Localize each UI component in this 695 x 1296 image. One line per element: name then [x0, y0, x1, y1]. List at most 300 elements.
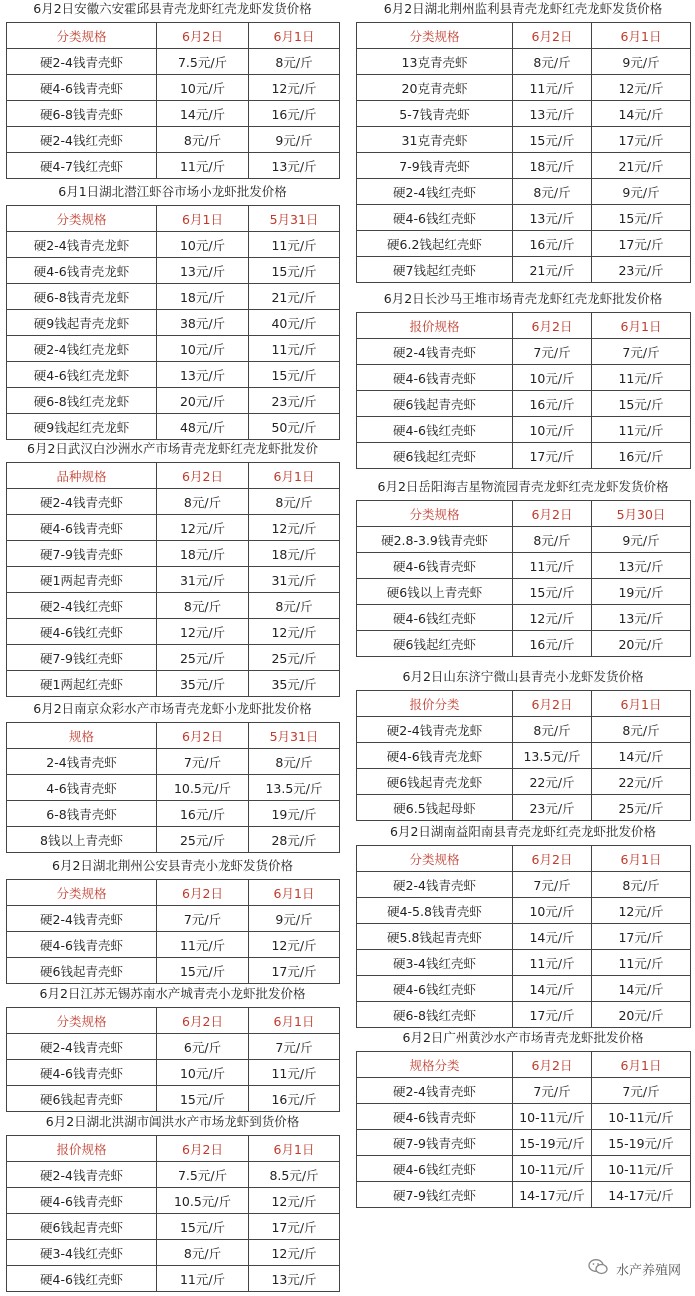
spec-cell: 2-4钱青壳虾 — [7, 749, 157, 775]
price-cell: 7.5元/斤 — [157, 1162, 249, 1188]
price-cell: 10元/斤 — [513, 417, 592, 443]
price-cell: 7元/斤 — [513, 339, 592, 365]
price-cell: 10元/斤 — [157, 232, 249, 258]
table-title: 6月2日江苏无锡苏南水产城青壳小龙虾批发价格 — [39, 986, 306, 1001]
price-cell: 17元/斤 — [249, 1214, 340, 1240]
price-cell: 20元/斤 — [592, 1002, 691, 1028]
table-row — [7, 1086, 340, 1112]
price-cell: 16元/斤 — [592, 443, 691, 469]
price-cell: 10元/斤 — [157, 75, 249, 101]
spec-cell: 硬2-4钱红壳虾 — [357, 179, 513, 205]
price-cell: 16元/斤 — [157, 801, 249, 827]
price-cell: 10.5元/斤 — [157, 775, 249, 801]
table-header-row — [7, 463, 340, 489]
spec-cell: 硬6.5钱起母虾 — [357, 795, 513, 821]
spec-cell: 硬4-6钱青壳虾 — [7, 1060, 157, 1086]
price-cell: 13.5元/斤 — [249, 775, 340, 801]
spec-cell: 硬2-4钱青壳龙虾 — [357, 717, 513, 743]
table-row — [7, 414, 340, 440]
table-row — [357, 553, 691, 579]
table-row — [357, 527, 691, 553]
watermark-text: 水产养殖网 — [615, 1263, 681, 1279]
price-cell: 17元/斤 — [249, 958, 340, 984]
table-row — [357, 769, 691, 795]
price-cell: 16元/斤 — [249, 101, 340, 127]
price-cell: 12元/斤 — [513, 605, 592, 631]
table-row — [7, 127, 340, 153]
table-row — [357, 339, 691, 365]
price-cell: 21元/斤 — [513, 257, 592, 283]
table-title: 6月1日湖北潜江虾谷市场小龙虾批发价格 — [58, 184, 287, 199]
spec-cell: 硬4-6钱红壳虾 — [7, 619, 157, 645]
price-cell: 17元/斤 — [592, 924, 691, 950]
price-cell: 9元/斤 — [592, 49, 691, 75]
price-cell: 11元/斤 — [157, 1266, 249, 1292]
price-table — [6, 205, 340, 440]
spec-cell: 硬4-6钱青壳龙虾 — [357, 743, 513, 769]
header-cell: 6月1日 — [592, 313, 691, 339]
price-table — [356, 1051, 691, 1208]
price-cell: 13元/斤 — [157, 258, 249, 284]
header-cell: 规格分类 — [357, 1052, 513, 1078]
spec-cell: 硬7-9钱红壳虾 — [7, 645, 157, 671]
spec-cell: 31克青壳虾 — [357, 127, 513, 153]
header-cell: 6月1日 — [592, 846, 691, 872]
price-cell: 9元/斤 — [592, 179, 691, 205]
price-cell: 8元/斤 — [157, 489, 249, 515]
table-header-row — [357, 1052, 691, 1078]
price-table — [6, 879, 340, 984]
spec-cell: 硬6.2钱起红壳虾 — [357, 231, 513, 257]
table-header-row — [357, 501, 691, 527]
header-cell: 6月2日 — [513, 846, 592, 872]
price-cell: 14元/斤 — [592, 101, 691, 127]
price-cell: 22元/斤 — [513, 769, 592, 795]
header-cell: 分类规格 — [357, 501, 513, 527]
spec-cell: 硬2-4钱红壳虾 — [7, 593, 157, 619]
table-row — [7, 49, 340, 75]
price-cell: 10元/斤 — [157, 336, 249, 362]
table-row — [357, 443, 691, 469]
table-row — [357, 898, 691, 924]
table-row — [7, 489, 340, 515]
price-cell: 15元/斤 — [592, 205, 691, 231]
spec-cell: 硬7-9钱红壳虾 — [357, 1182, 513, 1208]
price-cell: 13元/斤 — [157, 362, 249, 388]
table-header-row — [7, 880, 340, 906]
table-row — [7, 1266, 340, 1292]
price-cell: 8元/斤 — [592, 717, 691, 743]
price-cell: 13元/斤 — [513, 205, 592, 231]
price-cell: 8元/斤 — [592, 872, 691, 898]
table-title: 6月2日湖南益阳南县青壳龙虾红壳龙虾批发价格 — [390, 824, 656, 839]
price-cell: 13.5元/斤 — [513, 743, 592, 769]
header-cell: 报价规格 — [7, 1136, 157, 1162]
table-row — [357, 631, 691, 657]
table-header-row — [7, 206, 340, 232]
price-cell: 9元/斤 — [249, 906, 340, 932]
price-cell: 15元/斤 — [157, 1214, 249, 1240]
spec-cell: 6-8钱青壳虾 — [7, 801, 157, 827]
price-cell: 11元/斤 — [513, 553, 592, 579]
table-row — [357, 1104, 691, 1130]
header-cell: 6月1日 — [249, 1136, 340, 1162]
table-row — [7, 1188, 340, 1214]
price-cell: 7元/斤 — [513, 872, 592, 898]
spec-cell: 硬7-9钱青壳虾 — [7, 541, 157, 567]
header-cell: 6月1日 — [249, 23, 340, 49]
price-table — [356, 312, 691, 469]
spec-cell: 硬6-8钱红壳虾 — [357, 1002, 513, 1028]
price-cell: 20元/斤 — [592, 631, 691, 657]
price-cell: 8元/斤 — [513, 49, 592, 75]
price-table — [356, 500, 691, 657]
price-cell: 11元/斤 — [157, 153, 249, 179]
table-header-row — [357, 23, 691, 49]
table-row — [7, 671, 340, 697]
price-cell: 8元/斤 — [513, 717, 592, 743]
table-title: 6月2日长沙马王堆市场青壳龙虾红壳龙虾批发价格 — [383, 291, 663, 306]
price-cell: 17元/斤 — [592, 231, 691, 257]
spec-cell: 13克青壳虾 — [357, 49, 513, 75]
spec-cell: 硬4-6钱青壳虾 — [357, 365, 513, 391]
table-row — [7, 336, 340, 362]
table-row — [357, 153, 691, 179]
header-cell: 6月1日 — [592, 23, 691, 49]
price-cell: 6元/斤 — [157, 1034, 249, 1060]
price-cell: 11元/斤 — [249, 336, 340, 362]
spec-cell: 硬2-4钱青壳虾 — [7, 49, 157, 75]
price-cell: 31元/斤 — [249, 567, 340, 593]
spec-cell: 硬3-4钱红壳虾 — [7, 1240, 157, 1266]
price-cell: 15-19元/斤 — [592, 1130, 691, 1156]
spec-cell: 硬6钱起青壳虾 — [7, 958, 157, 984]
spec-cell: 硬5.8钱起青壳虾 — [357, 924, 513, 950]
spec-cell: 硬4-6钱红壳虾 — [357, 417, 513, 443]
price-cell: 14元/斤 — [157, 101, 249, 127]
table-row — [357, 49, 691, 75]
table-row — [7, 932, 340, 958]
price-table-block — [356, 478, 690, 657]
price-table-block — [6, 985, 339, 1112]
table-header-row — [7, 1008, 340, 1034]
spec-cell: 硬4-6钱红壳虾 — [357, 605, 513, 631]
header-cell: 6月2日 — [513, 23, 592, 49]
price-cell: 40元/斤 — [249, 310, 340, 336]
header-cell: 6月2日 — [157, 1008, 249, 1034]
table-row — [7, 1034, 340, 1060]
price-cell: 12元/斤 — [249, 1188, 340, 1214]
table-header-row — [357, 846, 691, 872]
spec-cell: 8钱以上青壳虾 — [7, 827, 157, 853]
price-cell: 11元/斤 — [513, 75, 592, 101]
table-row — [357, 127, 691, 153]
price-cell: 11元/斤 — [592, 417, 691, 443]
table-row — [7, 310, 340, 336]
table-row — [7, 1214, 340, 1240]
header-cell: 6月1日 — [249, 463, 340, 489]
table-title: 6月2日湖北洪湖市阊洪水产市场龙虾到货价格 — [45, 1114, 300, 1129]
price-cell: 15元/斤 — [513, 127, 592, 153]
header-cell: 6月1日 — [249, 880, 340, 906]
price-cell: 23元/斤 — [592, 257, 691, 283]
price-table — [6, 22, 340, 179]
header-cell: 品种规格 — [7, 463, 157, 489]
price-cell: 8元/斤 — [249, 593, 340, 619]
table-row — [357, 717, 691, 743]
spec-cell: 硬6钱起红壳虾 — [357, 631, 513, 657]
spec-cell: 硬6钱起青壳虾 — [357, 391, 513, 417]
spec-cell: 硬6钱起红壳虾 — [357, 443, 513, 469]
price-cell: 16元/斤 — [513, 631, 592, 657]
table-row — [357, 1002, 691, 1028]
price-table — [356, 690, 691, 821]
table-row — [357, 950, 691, 976]
table-row — [357, 75, 691, 101]
price-cell: 13元/斤 — [249, 1266, 340, 1292]
table-row — [357, 257, 691, 283]
price-cell: 10.5元/斤 — [157, 1188, 249, 1214]
price-cell: 10元/斤 — [157, 1060, 249, 1086]
price-cell: 12元/斤 — [157, 619, 249, 645]
table-row — [357, 365, 691, 391]
price-cell: 10-11元/斤 — [592, 1104, 691, 1130]
price-cell: 14元/斤 — [513, 924, 592, 950]
price-cell: 17元/斤 — [513, 1002, 592, 1028]
table-row — [357, 417, 691, 443]
table-row — [7, 801, 340, 827]
header-cell: 报价规格 — [357, 313, 513, 339]
price-cell: 7元/斤 — [157, 906, 249, 932]
header-cell: 6月2日 — [157, 1136, 249, 1162]
price-cell: 8元/斤 — [513, 527, 592, 553]
header-cell: 规格 — [7, 723, 157, 749]
table-row — [7, 1240, 340, 1266]
price-cell: 9元/斤 — [592, 527, 691, 553]
table-row — [7, 101, 340, 127]
price-cell: 19元/斤 — [249, 801, 340, 827]
spec-cell: 硬4-5.8钱青壳虾 — [357, 898, 513, 924]
spec-cell: 硬2-4钱青壳龙虾 — [7, 232, 157, 258]
table-row — [7, 75, 340, 101]
header-cell: 分类规格 — [7, 880, 157, 906]
spec-cell: 硬2.8-3.9钱青壳虾 — [357, 527, 513, 553]
table-row — [7, 906, 340, 932]
price-cell: 15-19元/斤 — [513, 1130, 592, 1156]
price-cell: 14-17元/斤 — [513, 1182, 592, 1208]
wechat-icon — [588, 1258, 608, 1284]
spec-cell: 硬1两起红壳虾 — [7, 671, 157, 697]
spec-cell: 硬6-8钱青壳龙虾 — [7, 284, 157, 310]
price-cell: 28元/斤 — [249, 827, 340, 853]
spec-cell: 硬2-4钱青壳虾 — [357, 872, 513, 898]
spec-cell: 硬2-4钱青壳虾 — [7, 1162, 157, 1188]
price-cell: 14元/斤 — [592, 743, 691, 769]
price-cell: 12元/斤 — [592, 898, 691, 924]
table-header-row — [7, 23, 340, 49]
price-cell: 16元/斤 — [249, 1086, 340, 1112]
header-cell: 6月2日 — [157, 23, 249, 49]
price-cell: 16元/斤 — [513, 391, 592, 417]
table-title: 6月2日岳阳海吉星物流园青壳龙虾红壳龙虾发货价格 — [377, 479, 669, 494]
spec-cell: 硬2-4钱红壳虾 — [7, 127, 157, 153]
price-cell: 13元/斤 — [249, 153, 340, 179]
price-cell: 23元/斤 — [249, 388, 340, 414]
table-title: 6月2日广州黄沙水产市场青壳龙虾批发价格 — [402, 1030, 644, 1045]
price-cell: 10元/斤 — [513, 365, 592, 391]
header-cell: 6月1日 — [592, 691, 691, 717]
table-row — [7, 1060, 340, 1086]
spec-cell: 硬2-4钱青壳虾 — [357, 1078, 513, 1104]
price-cell: 14元/斤 — [513, 976, 592, 1002]
table-row — [7, 567, 340, 593]
price-cell: 18元/斤 — [513, 153, 592, 179]
price-table-block — [356, 290, 690, 469]
spec-cell: 5-7钱青壳虾 — [357, 101, 513, 127]
price-cell: 12元/斤 — [249, 75, 340, 101]
price-cell: 8元/斤 — [249, 49, 340, 75]
table-row — [7, 388, 340, 414]
table-header-row — [7, 723, 340, 749]
price-cell: 18元/斤 — [249, 541, 340, 567]
price-table-block — [6, 0, 339, 179]
table-row — [357, 872, 691, 898]
table-title: 6月2日武汉白沙洲水产市场青壳龙虾红壳龙虾批发价 — [27, 441, 318, 456]
price-cell: 25元/斤 — [249, 645, 340, 671]
price-cell: 13元/斤 — [592, 553, 691, 579]
watermark — [588, 1258, 681, 1280]
spec-cell: 硬4-7钱红壳虾 — [7, 153, 157, 179]
price-cell: 22元/斤 — [592, 769, 691, 795]
table-row — [357, 1130, 691, 1156]
price-table — [6, 1135, 340, 1292]
price-cell: 11元/斤 — [249, 1060, 340, 1086]
price-cell: 25元/斤 — [157, 827, 249, 853]
header-cell: 分类规格 — [7, 206, 157, 232]
price-cell: 12元/斤 — [157, 515, 249, 541]
header-cell: 6月1日 — [249, 1008, 340, 1034]
table-row — [7, 775, 340, 801]
price-cell: 13元/斤 — [592, 605, 691, 631]
price-cell: 8元/斤 — [513, 179, 592, 205]
price-cell: 10元/斤 — [513, 898, 592, 924]
price-cell: 11元/斤 — [249, 232, 340, 258]
spec-cell: 硬6钱起青壳虾 — [7, 1086, 157, 1112]
price-cell: 15元/斤 — [157, 958, 249, 984]
table-header-row — [357, 313, 691, 339]
price-cell: 50元/斤 — [249, 414, 340, 440]
price-cell: 7元/斤 — [592, 339, 691, 365]
table-row — [7, 749, 340, 775]
table-row — [357, 231, 691, 257]
spec-cell: 硬6-8钱红壳龙虾 — [7, 388, 157, 414]
header-cell: 5月31日 — [249, 206, 340, 232]
spec-cell: 硬4-6钱青壳虾 — [357, 553, 513, 579]
table-row — [7, 541, 340, 567]
price-cell: 16元/斤 — [513, 231, 592, 257]
header-cell: 报价分类 — [357, 691, 513, 717]
table-row — [357, 391, 691, 417]
price-table — [356, 22, 691, 283]
table-row — [7, 593, 340, 619]
spec-cell: 硬2-4钱青壳虾 — [357, 339, 513, 365]
price-cell: 10-11元/斤 — [592, 1156, 691, 1182]
header-cell: 6月2日 — [513, 501, 592, 527]
price-table-block — [6, 440, 339, 697]
price-table-block — [6, 700, 339, 853]
table-row — [357, 976, 691, 1002]
table-row — [7, 1162, 340, 1188]
table-row — [7, 153, 340, 179]
price-cell: 14元/斤 — [592, 976, 691, 1002]
price-cell: 21元/斤 — [249, 284, 340, 310]
spec-cell: 硬4-6钱青壳虾 — [7, 932, 157, 958]
spec-cell: 硬4-6钱红壳龙虾 — [7, 362, 157, 388]
table-row — [7, 362, 340, 388]
price-cell: 12元/斤 — [249, 932, 340, 958]
header-cell: 6月2日 — [513, 1052, 592, 1078]
spec-cell: 20克青壳虾 — [357, 75, 513, 101]
price-cell: 25元/斤 — [157, 645, 249, 671]
price-cell: 12元/斤 — [249, 515, 340, 541]
spec-cell: 硬2-4钱青壳虾 — [7, 489, 157, 515]
price-cell: 17元/斤 — [513, 443, 592, 469]
price-cell: 18元/斤 — [157, 541, 249, 567]
spec-cell: 硬4-6钱青壳虾 — [7, 75, 157, 101]
header-cell: 5月30日 — [592, 501, 691, 527]
header-cell: 6月2日 — [157, 463, 249, 489]
header-cell: 分类规格 — [7, 23, 157, 49]
spec-cell: 硬9钱起青壳龙虾 — [7, 310, 157, 336]
header-cell: 分类规格 — [7, 1008, 157, 1034]
header-cell: 6月1日 — [157, 206, 249, 232]
table-header-row — [357, 691, 691, 717]
table-row — [7, 645, 340, 671]
table-row — [7, 284, 340, 310]
spec-cell: 硬4-6钱红壳虾 — [357, 1156, 513, 1182]
price-table-block — [356, 1029, 690, 1208]
price-cell: 17元/斤 — [592, 127, 691, 153]
table-row — [7, 258, 340, 284]
price-cell: 7元/斤 — [249, 1034, 340, 1060]
table-row — [7, 827, 340, 853]
price-cell: 11元/斤 — [157, 932, 249, 958]
price-cell: 15元/斤 — [592, 391, 691, 417]
price-cell: 11元/斤 — [592, 950, 691, 976]
table-row — [357, 179, 691, 205]
price-cell: 38元/斤 — [157, 310, 249, 336]
price-cell: 15元/斤 — [249, 258, 340, 284]
table-title: 6月2日南京众彩水产市场青壳龙虾小龙虾批发价格 — [33, 701, 312, 716]
price-cell: 7元/斤 — [513, 1078, 592, 1104]
price-cell: 12元/斤 — [249, 1240, 340, 1266]
price-table — [356, 845, 691, 1028]
table-title: 6月2日安徽六安霍邱县青壳龙虾红壳龙虾发货价格 — [33, 1, 312, 16]
table-row — [357, 924, 691, 950]
table-row — [357, 795, 691, 821]
table-row — [7, 232, 340, 258]
spec-cell: 硬7钱起红壳虾 — [357, 257, 513, 283]
price-cell: 35元/斤 — [157, 671, 249, 697]
price-cell: 13元/斤 — [513, 101, 592, 127]
spec-cell: 硬6钱起青壳虾 — [7, 1214, 157, 1240]
spec-cell: 硬6钱以上青壳虾 — [357, 579, 513, 605]
table-row — [357, 605, 691, 631]
table-row — [357, 579, 691, 605]
price-cell: 19元/斤 — [592, 579, 691, 605]
price-cell: 18元/斤 — [157, 284, 249, 310]
price-table — [6, 722, 340, 853]
